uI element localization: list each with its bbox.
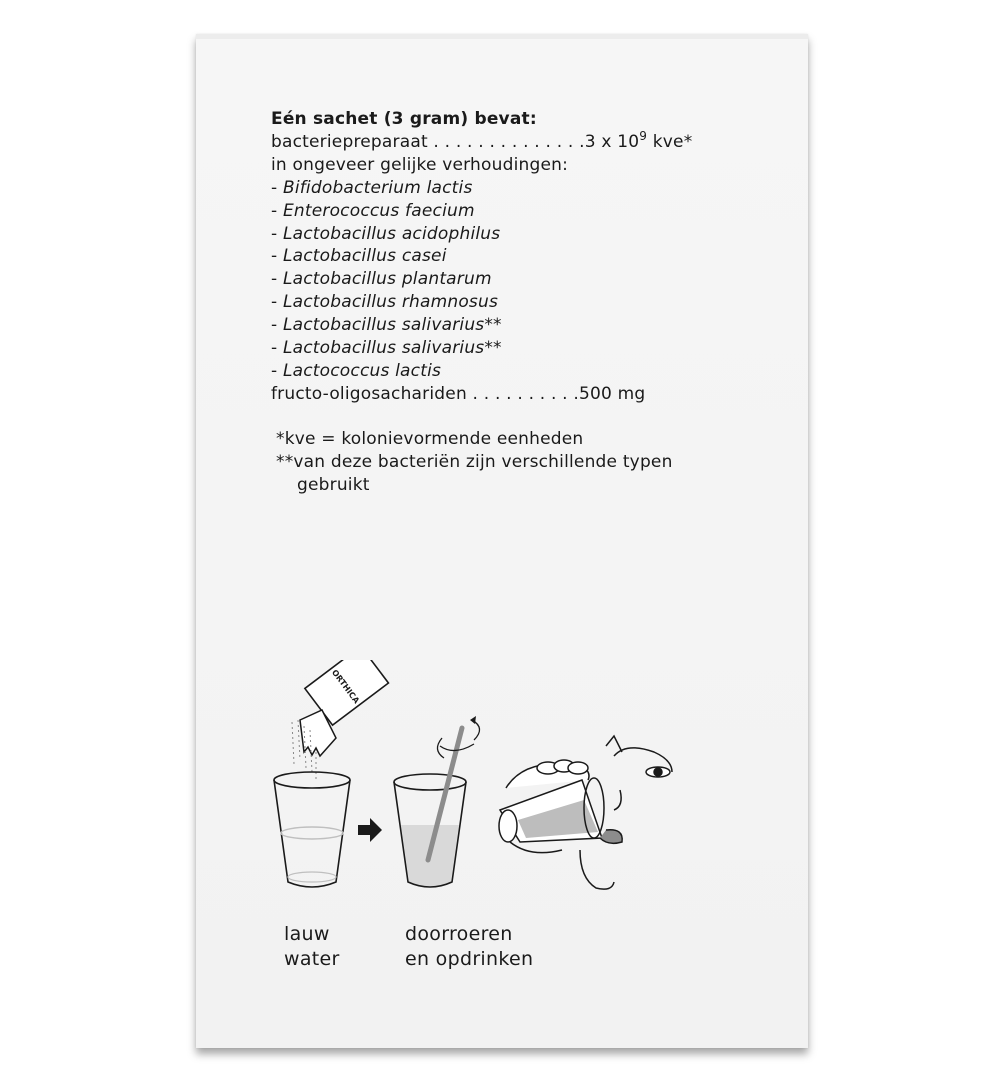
species-item: - Bifidobacterium lactis	[271, 177, 473, 198]
footnote-types: **van deze bacteriën zijn verschillende typen	[276, 452, 673, 472]
step1-caption-line2: water	[284, 948, 340, 970]
bacteria-count: 3 x 10	[584, 131, 640, 152]
bacteria-preparation-line	[271, 128, 693, 154]
sachet-brand-label: ORTHICA	[329, 668, 362, 706]
species-name: Lactococcus lactis	[282, 360, 442, 381]
arrow-right-icon	[358, 818, 382, 842]
species-name: Lactobacillus salivarius**	[282, 338, 502, 359]
ratio-line: in ongeveer gelijke verhoudingen:	[271, 154, 569, 175]
species-name: Lactobacillus acidophilus	[282, 223, 501, 244]
glass-of-water-icon	[274, 772, 350, 887]
box-top-edge	[196, 34, 808, 39]
species-name: Lactobacillus casei	[282, 246, 447, 267]
species-item: - Lactobacillus acidophilus	[271, 223, 501, 244]
step1-caption-line1: lauw	[284, 923, 330, 945]
step2-caption	[405, 922, 533, 972]
species-name: Lactobacillus plantarum	[282, 269, 492, 290]
species-name: Enterococcus faecium	[282, 200, 475, 221]
species-item: - Lactobacillus salivarius**	[271, 315, 502, 336]
ingredients-block	[271, 108, 692, 406]
fos-line	[271, 383, 692, 406]
fos-amount: 500 mg	[579, 383, 646, 404]
footnotes	[276, 428, 673, 497]
step2-caption-line1: doorroeren	[405, 923, 513, 945]
species-name: Lactobacillus salivarius**	[282, 315, 502, 336]
usage-instructions-illustration	[262, 660, 702, 910]
person-drinking-icon	[499, 736, 672, 889]
step2-caption-line2: en opdrinken	[405, 948, 534, 970]
species-item: - Lactobacillus salivarius**	[271, 338, 502, 359]
species-item: - Enterococcus faecium	[271, 200, 475, 221]
species-name: Bifidobacterium lactis	[282, 177, 473, 198]
bacteria-preparation-name: bacteriepreparaat	[271, 131, 428, 152]
dot-leaders: . . . . . . . . . . . . . .	[427, 131, 585, 152]
species-item: - Lactobacillus casei	[271, 246, 447, 267]
step1-caption	[284, 922, 340, 972]
ingredients-heading: Eén sachet (3 gram) bevat:	[271, 109, 537, 129]
species-item: - Lactobacillus rhamnosus	[271, 292, 499, 313]
fos-name: fructo-oligosachariden	[271, 383, 467, 404]
dot-leaders: . . . . . . . . . .	[466, 383, 579, 404]
bacteria-count-unit: kve*	[647, 131, 693, 152]
species-list	[271, 177, 692, 383]
species-name: Lactobacillus rhamnosus	[282, 292, 499, 313]
footnote-kve: *kve = kolonievormende eenheden	[276, 429, 584, 449]
species-item: - Lactococcus lactis	[271, 360, 442, 381]
stirring-glass-icon	[394, 716, 480, 887]
species-item: - Lactobacillus plantarum	[271, 269, 492, 290]
bacteria-count-exponent: 9	[639, 128, 648, 143]
footnote-types-continued: gebruikt	[297, 475, 370, 495]
